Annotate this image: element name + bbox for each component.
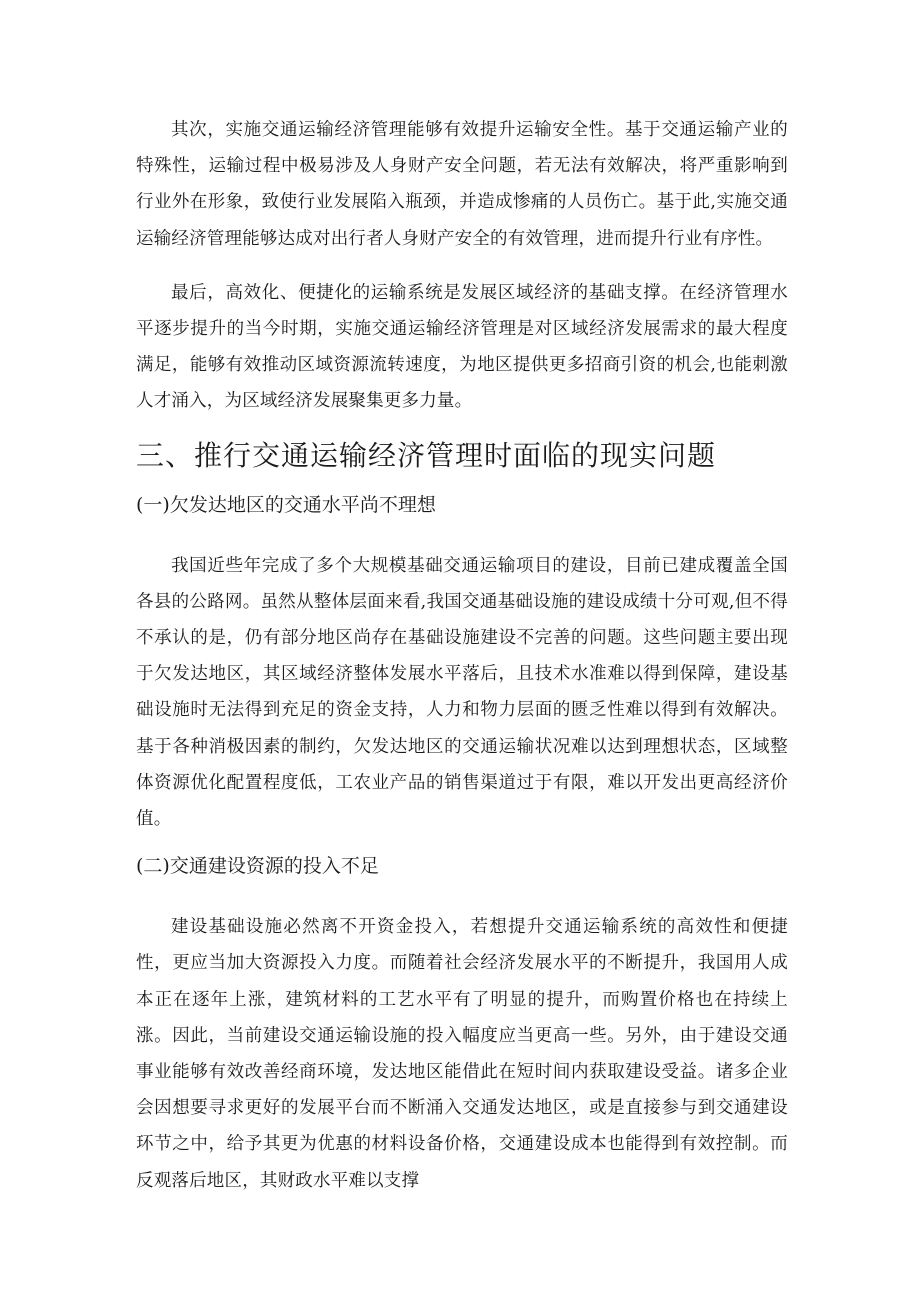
paragraph-regional-economy: 最后，高效化、便捷化的运输系统是发展区域经济的基础支撑。在经济管理水平逐步提升的当今时期，实施交通运输经济管理是对区域经济发展需求的最大程度满足，能够有效推动区域资源流转速度，为地区提供更多招商引资的机会,也能刺激人才涌入，为区域经济发展聚集更多力量。 [136, 282, 788, 412]
paragraph-underdeveloped-areas: 我国近些年完成了多个大规模基础交通运输项目的建设，目前已建成覆盖全国各县的公路网。虽然从整体层面来看,我国交通基础设施的建设成绩十分可观,但不得不承认的是，仍有部分地区尚存在基础设施建设不完善的问题。这些问题主要出现于欠发达地区，其区域经济整体发展水平落后，且技术水准难以得到保障，建设基础设施时无法得到充足的资金支持，人力和物力层面的匮乏性难以得到有效解决。基于各种消极因素的制约，欠发达地区的交通运输状况难以达到理想状态，区域整体资源优化配置程度低，工农业产品的销售渠道过于有限，难以开发出更高经济价值。 [136, 555, 788, 830]
section-heading: 三、推行交通运输经济管理时面临的现实问题 [136, 438, 717, 472]
document-page [136, 112, 788, 1199]
subsection-heading-1: (一)欠发达地区的交通水平尚不理想 [136, 493, 436, 516]
subsection-heading-2: (二)交通建设资源的投入不足 [136, 855, 379, 878]
paragraph-insufficient-investment: 建设基础设施必然离不开资金投入，若想提升交通运输系统的高效性和便捷性，更应当加大资源投入力度。而随着社会经济发展水平的不断提升，我国用人成本正在逐年上涨，建筑材料的工艺水平有了明显的提升，而购置价格也在持续上涨。因此，当前建设交通运输设施的投入幅度应当更高一些。另外，由于建设交通事业能够有效改善经商环境，发达地区能借此在短时间内获取建设受益。诸多企业会因想要寻求更好的发展平台而不断涌入交通发达地区，或是直接参与到交通建设环节之中，给予其更为优惠的材料设备价格，交通建设成本也能得到有效控制。而反观落后地区，其财政水平难以支撑 [136, 917, 788, 1191]
paragraph-transport-safety: 其次，实施交通运输经济管理能够有效提升运输安全性。基于交通运输产业的特殊性，运输过程中极易涉及人身财产安全问题，若无法有效解决，将严重影响到行业外在形象，致使行业发展陷入瓶颈，并造成惨痛的人员伤亡。基于此,实施交通运输经济管理能够达成对出行者人身财产安全的有效管理，进而提升行业有序性。 [136, 120, 788, 249]
